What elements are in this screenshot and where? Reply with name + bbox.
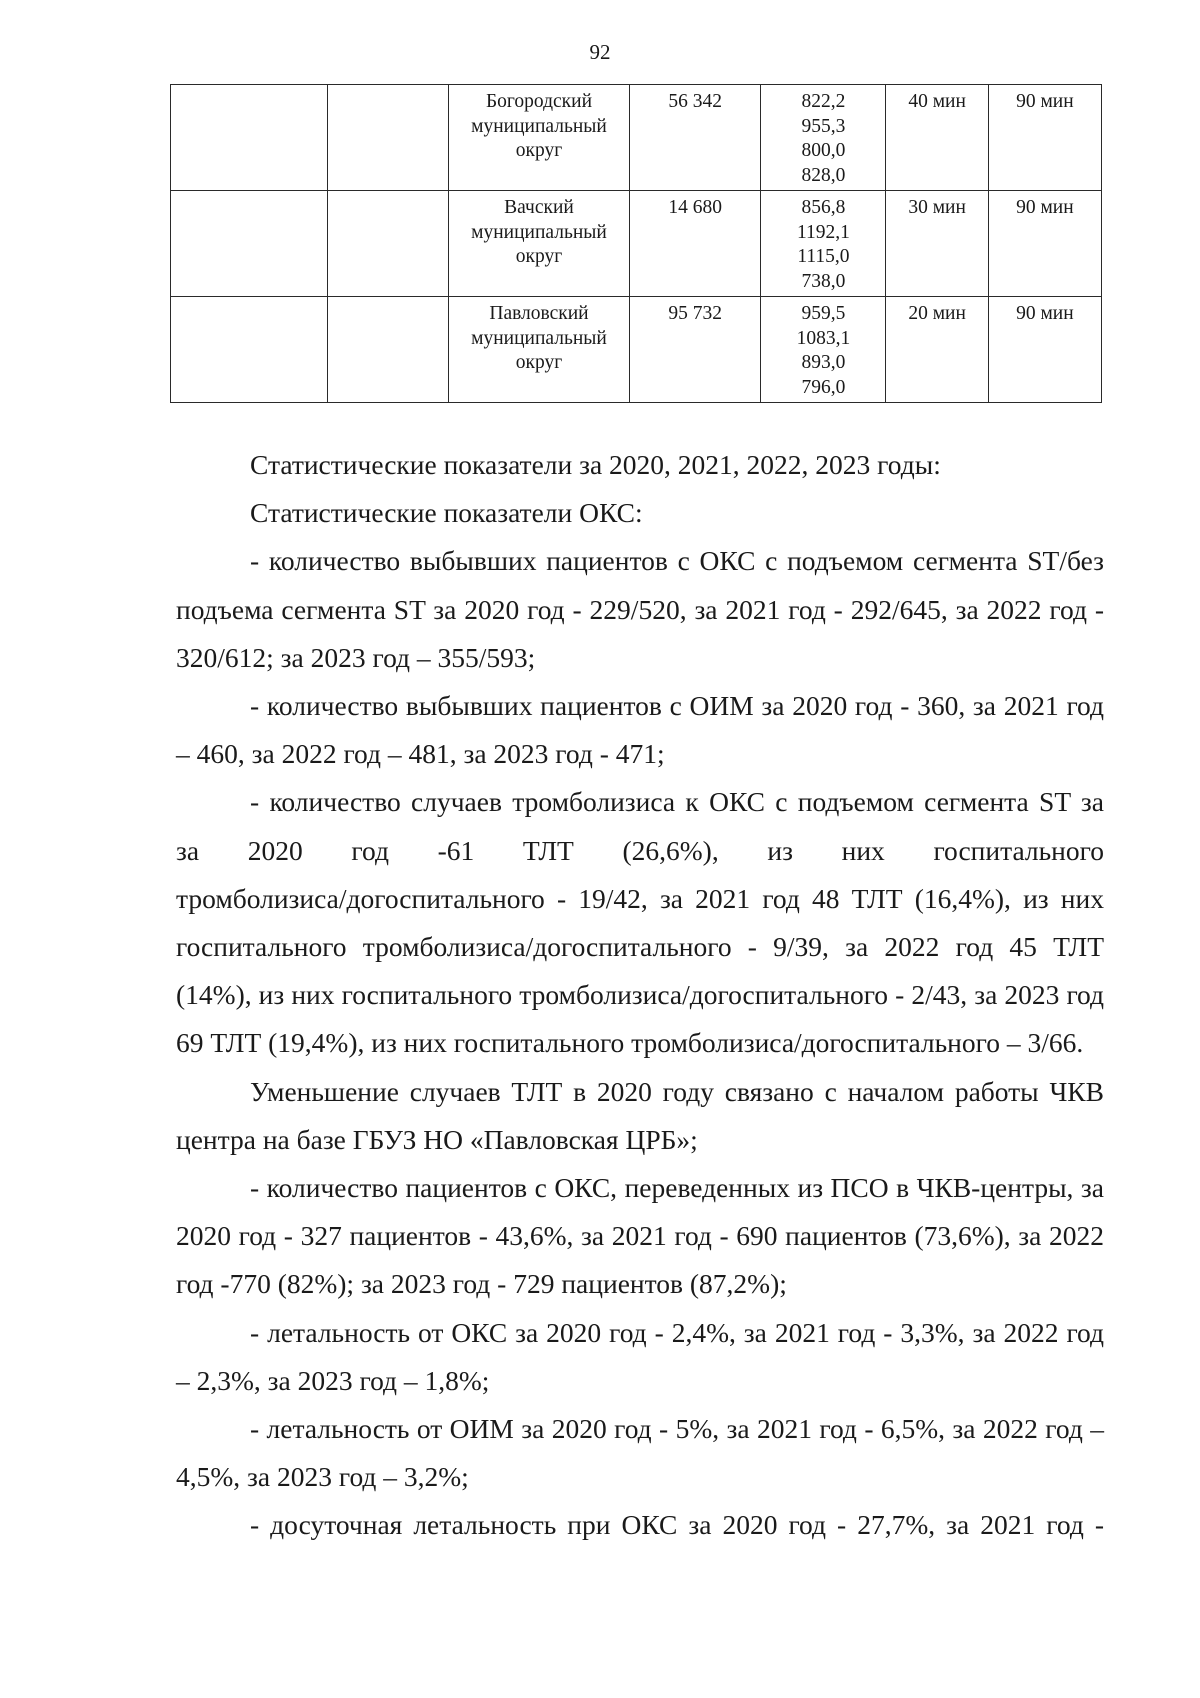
- empty-cell: [328, 297, 449, 403]
- paragraph-thrombolysis-rest: тромболизиса/догоспитального - 19/42, за 2021 год 48 ТЛТ (16,4%), из них госпитального тромболизиса/догоспитального - 9/39, за 2022 год 45 ТЛТ (14%), из них госпитального тромболизиса/догоспитального - 2/43, за 2023 год 69 ТЛТ (19,4%), из них госпитального тромболизиса/догоспитального – 3/66.: [176, 882, 1104, 1059]
- table-row: [171, 191, 1102, 297]
- district-cell: Павловский муниципальный округ: [448, 297, 629, 403]
- values-cell: 856,8 1192,1 1115,0 738,0: [761, 191, 886, 297]
- population-cell: 14 680: [630, 191, 761, 297]
- population-cell: 56 342: [630, 85, 761, 191]
- table-row: [171, 85, 1102, 191]
- paragraph-tlt-decrease: Уменьшение случаев ТЛТ в 2020 году связано с началом работы ЧКВ центра на базе ГБУЗ НО «Павловская ЦРБ»;: [176, 1075, 1104, 1155]
- time-cell: 20 мин: [886, 297, 988, 403]
- paragraph-transfers: - количество пациентов с ОКС, переведенных из ПСО в ЧКВ-центры, за 2020 год - 327 пациентов - 43,6%, за 2021 год - 690 пациентов (73,6%), за 2022 год -770 (82%); за 2023 год - 729 пациентов (87,2%);: [176, 1172, 1104, 1300]
- heading-oks: Статистические показатели ОКС:: [250, 497, 643, 529]
- paragraph-thrombolysis-line2: за 2020 год -61 ТЛТ (26,6%), из них госпитального: [176, 834, 1104, 866]
- empty-cell: [328, 85, 449, 191]
- time-cell: 90 мин: [988, 191, 1101, 297]
- paragraph-thrombolysis-line1: - количество случаев тромболизиса к ОКС с подъемом сегмента ST за: [250, 786, 1104, 818]
- time-cell: 30 мин: [886, 191, 988, 297]
- paragraph-lethality-oim: - летальность от ОИМ за 2020 год - 5%, за 2021 год - 6,5%, за 2022 год – 4,5%, за 2023 год – 3,2%;: [176, 1413, 1104, 1493]
- document-body: [176, 441, 1104, 1550]
- empty-cell: [171, 191, 328, 297]
- empty-cell: [171, 85, 328, 191]
- paragraph-discharged-oks: - количество выбывших пациентов с ОКС с подъемом сегмента ST/без подъема сегмента ST за 2020 год - 229/520, за 2021 год - 292/645, за 2022 год - 320/612; за 2023 год – 355/593;: [176, 545, 1104, 673]
- population-cell: 95 732: [630, 297, 761, 403]
- paragraph-discharged-oim: - количество выбывших пациентов с ОИМ за 2020 год - 360, за 2021 год – 460, за 2022 год – 481, за 2023 год - 471;: [176, 690, 1104, 770]
- empty-cell: [328, 191, 449, 297]
- time-cell: 40 мин: [886, 85, 988, 191]
- heading-years: Статистические показатели за 2020, 2021, 2022, 2023 годы:: [250, 449, 941, 480]
- statistics-table: [170, 84, 1102, 403]
- district-cell: Вачский муниципальный округ: [448, 191, 629, 297]
- time-cell: 90 мин: [988, 297, 1101, 403]
- values-cell: 822,2 955,3 800,0 828,0: [761, 85, 886, 191]
- time-cell: 90 мин: [988, 85, 1101, 191]
- values-cell: 959,5 1083,1 893,0 796,0: [761, 297, 886, 403]
- page-number: 92: [589, 40, 611, 64]
- empty-cell: [171, 297, 328, 403]
- paragraph-lethality-oks: - летальность от ОКС за 2020 год - 2,4%, за 2021 год - 3,3%, за 2022 год – 2,3%, за 2023 год – 1,8%;: [176, 1316, 1104, 1396]
- paragraph-daily-lethality: - досуточная летальность при ОКС за 2020 год - 27,7%, за 2021 год -: [250, 1509, 1104, 1541]
- table-row: [171, 297, 1102, 403]
- district-cell: Богородский муниципальный округ: [448, 85, 629, 191]
